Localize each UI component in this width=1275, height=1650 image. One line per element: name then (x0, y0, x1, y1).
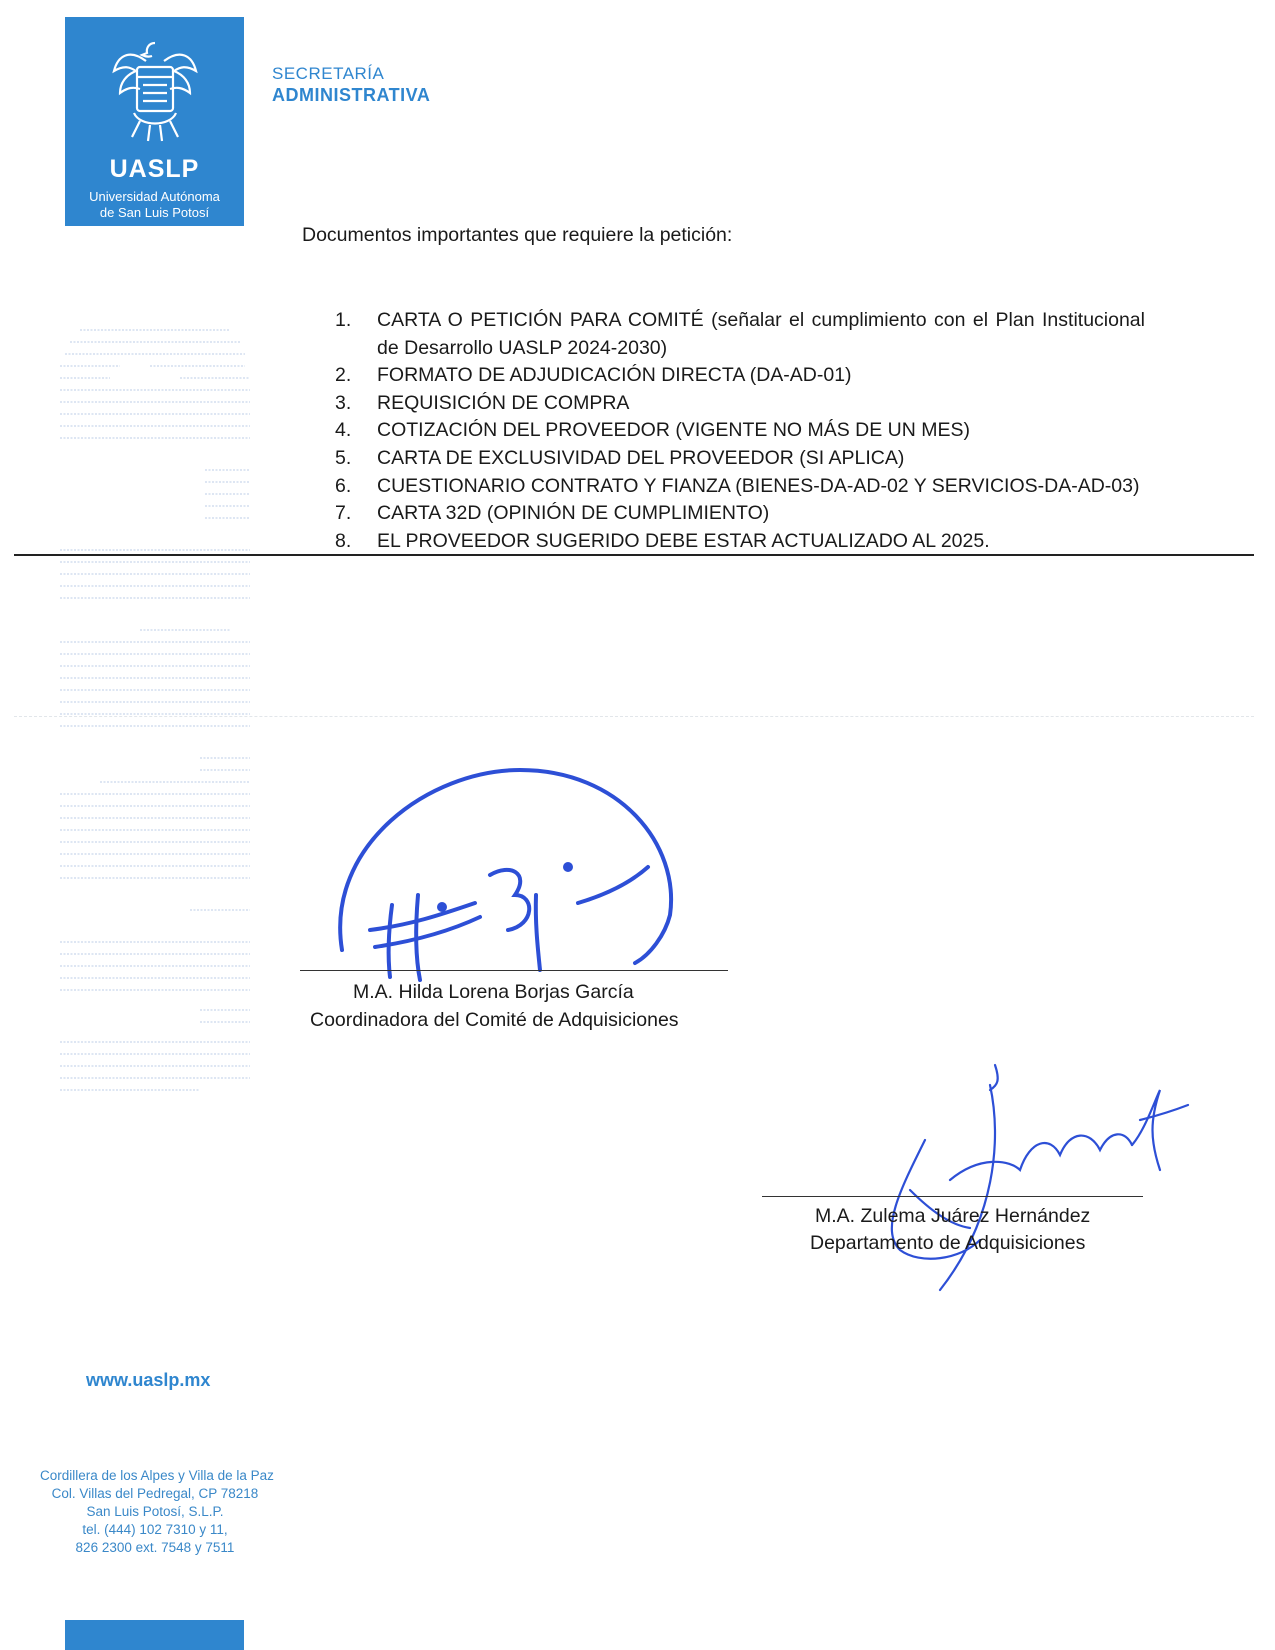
logo-acronym: UASLP (109, 155, 200, 183)
item-number: 7. (335, 502, 352, 525)
address-line: Cordillera de los Alpes y Villa de la Paz (40, 1468, 274, 1483)
list-item (335, 417, 1145, 445)
logo-name-line1: Universidad Autónoma (89, 189, 220, 204)
address-line: Col. Villas del Pedregal, CP 78218 (51, 1486, 259, 1501)
logo-name-line2: de San Luis Potosí (99, 205, 210, 220)
list-item (335, 445, 1145, 473)
signatory-title-1: Coordinadora del Comité de Adquisiciones (310, 1009, 679, 1031)
background-watermark (60, 320, 260, 1140)
department-line1: SECRETARÍA (272, 64, 385, 83)
requirements-list (335, 307, 1145, 555)
department-line2: ADMINISTRATIVA (272, 85, 431, 105)
item-text: REQUISICIÓN DE COMPRA (377, 391, 630, 414)
footer-brand-bar (65, 1620, 244, 1650)
address-line: 826 2300 ext. 7548 y 7511 (75, 1540, 235, 1555)
faint-divider (14, 716, 1254, 717)
item-text: CARTA DE EXCLUSIVIDAD DEL PROVEEDOR (SI APLICA) (377, 446, 905, 469)
uaslp-logo (65, 17, 244, 226)
signature-drawing-1 (330, 765, 690, 985)
item-number: 1. (335, 309, 352, 331)
signatory-title-2: Departamento de Adquisiciones (810, 1232, 1086, 1254)
section-divider (14, 554, 1254, 556)
item-number: 8. (335, 529, 352, 552)
eagle-seal-icon (110, 37, 200, 147)
list-item (335, 473, 1145, 501)
item-text: CARTA 32D (OPINIÓN DE CUMPLIMIENTO) (377, 502, 770, 525)
address-block (40, 1467, 274, 1557)
signatory-name-1: M.A. Hilda Lorena Borjas García (353, 981, 634, 1003)
list-item (335, 307, 1145, 362)
address-line: San Luis Potosí, S.L.P. (86, 1504, 224, 1519)
list-item (335, 500, 1145, 528)
item-text: CARTA O PETICIÓN PARA COMITÉ (señalar el cumplimiento con el Plan Institucional de Desarrollo UASLP 2024-2030) (377, 309, 1145, 359)
address-line: tel. (444) 102 7310 y 11, (82, 1522, 228, 1537)
item-number: 4. (335, 419, 352, 442)
item-text: FORMATO DE ADJUDICACIÓN DIRECTA (DA-AD-01) (377, 364, 852, 387)
item-text: COTIZACIÓN DEL PROVEEDOR (VIGENTE NO MÁS DE UN MES) (377, 419, 971, 442)
list-item (335, 390, 1145, 418)
website-link[interactable]: www.uaslp.mx (86, 1370, 211, 1390)
item-number: 5. (335, 446, 352, 469)
item-number: 3. (335, 391, 352, 414)
signatory-name-2: M.A. Zulema Juárez Hernández (815, 1205, 1091, 1227)
signature-drawing-2 (870, 1060, 1190, 1300)
signature-line-2 (762, 1196, 1143, 1197)
item-text: EL PROVEEDOR SUGERIDO DEBE ESTAR ACTUALIZADO AL 2025. (377, 529, 990, 552)
intro-text: Documentos importantes que requiere la petición: (302, 224, 733, 246)
item-number: 2. (335, 364, 352, 387)
list-item (335, 528, 1145, 556)
item-text: CUESTIONARIO CONTRATO Y FIANZA (BIENES-DA-AD-02 Y SERVICIOS-DA-AD-03) (377, 474, 1140, 497)
item-number: 6. (335, 474, 352, 497)
signature-line-1 (300, 970, 728, 971)
list-item (335, 362, 1145, 390)
